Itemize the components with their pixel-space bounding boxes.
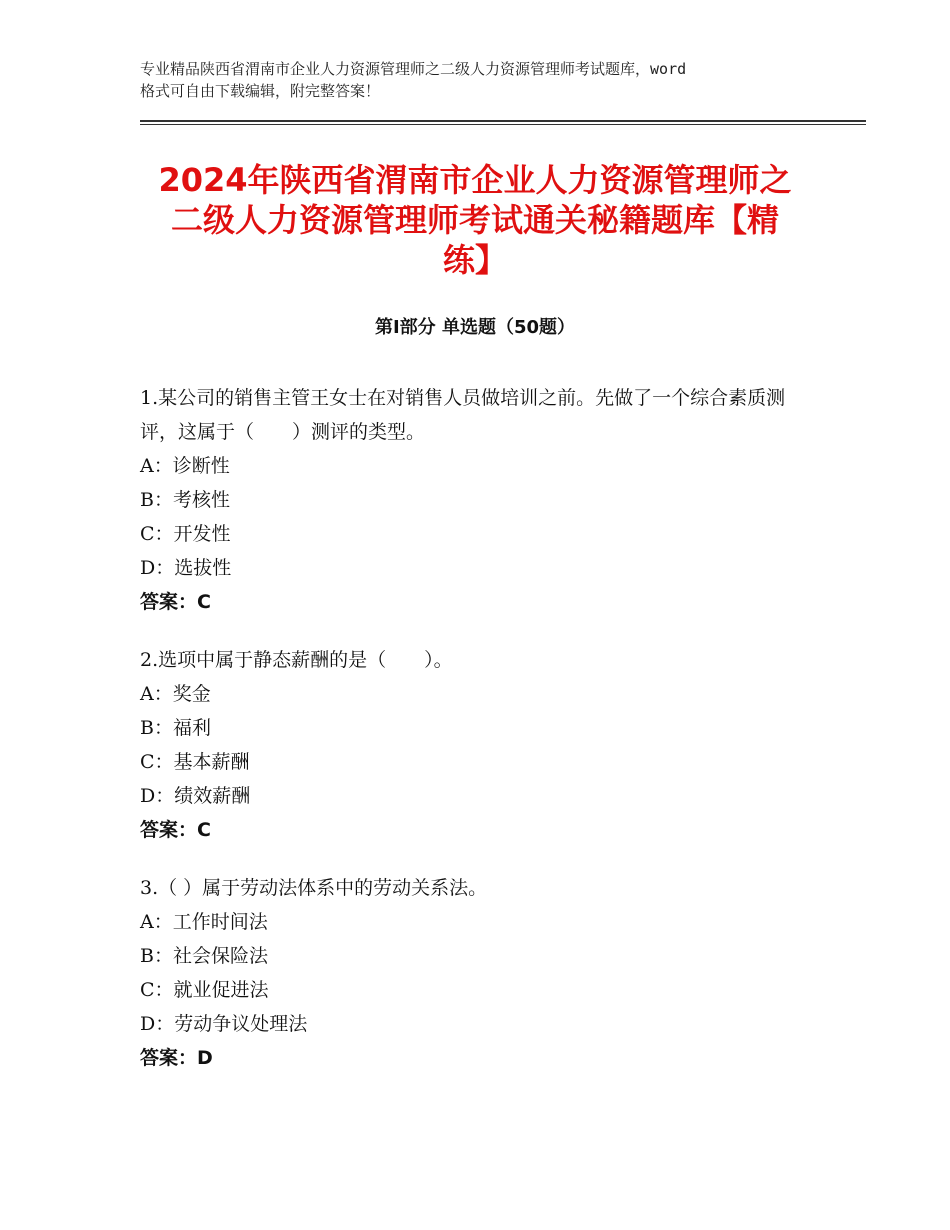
title-line-1: 2024年陕西省渭南市企业人力资源管理师之: [158, 161, 792, 199]
option-d: D：劳动争议处理法: [140, 1013, 308, 1035]
option-b: B：考核性: [140, 489, 230, 511]
header-divider-thin: [140, 124, 866, 125]
answer-line: 答案：D: [140, 1047, 213, 1069]
option-d: D：选拔性: [140, 557, 232, 579]
option-c: C：就业促进法: [140, 979, 269, 1001]
option-c: C：基本薪酬: [140, 751, 250, 773]
option-b: B：福利: [140, 717, 211, 739]
section-title: 第Ⅰ部分 单选题（50题）: [374, 317, 575, 338]
title-line-2: 二级人力资源管理师考试通关秘籍题库【精: [170, 201, 779, 239]
option-b: B：社会保险法: [140, 945, 268, 967]
title-line-3: 练】: [442, 241, 507, 279]
header-note-line-1: 专业精品陕西省渭南市企业人力资源管理师之二级人力资源管理师考试题库，word: [140, 60, 687, 78]
answer-line: 答案：C: [140, 591, 211, 613]
option-a: A：工作时间法: [140, 911, 268, 933]
question-item: [140, 871, 820, 1075]
option-c: C：开发性: [140, 523, 231, 545]
question-stem: 1.某公司的销售主管王女士在对销售人员做培训之前。先做了一个综合素质测评，这属于（ ）测评的类型。: [140, 387, 786, 443]
question-item: [140, 643, 820, 847]
header-divider-thick: [140, 120, 866, 122]
header-note: [140, 58, 830, 102]
header-note-line-2: 格式可自由下载编辑，附完整答案！: [140, 82, 381, 100]
document-title: [140, 160, 810, 280]
option-a: A：诊断性: [140, 455, 230, 477]
question-stem: 2.选项中属于静态薪酬的是（ ）。: [140, 649, 453, 671]
question-stem: 3.（ ）属于劳动法体系中的劳动关系法。: [140, 877, 488, 899]
question-list: [140, 381, 820, 1099]
answer-line: 答案：C: [140, 819, 211, 841]
question-item: [140, 381, 820, 619]
option-a: A：奖金: [140, 683, 211, 705]
option-d: D：绩效薪酬: [140, 785, 251, 807]
